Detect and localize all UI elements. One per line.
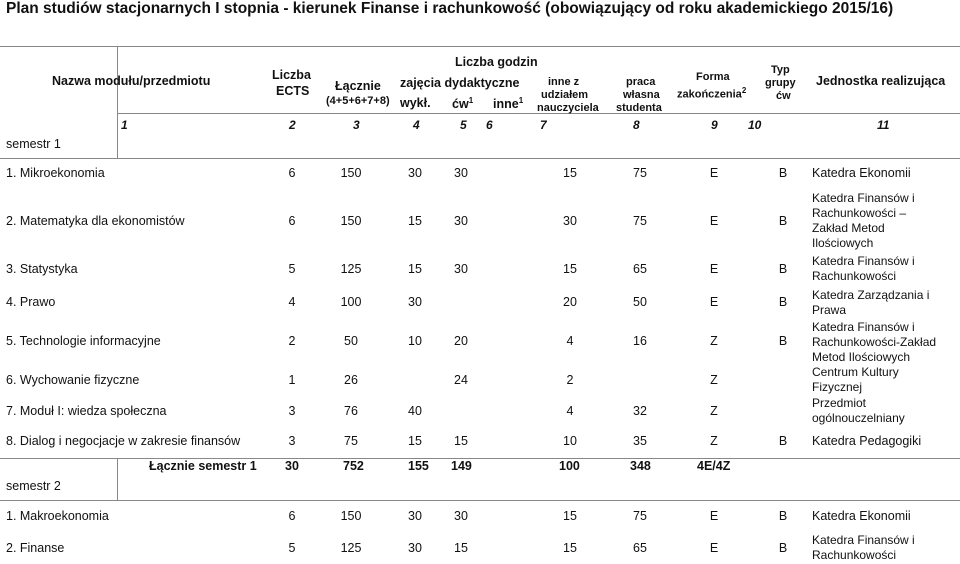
header-exercise: $ćw^1$ [452,96,474,112]
cell-total: 26 [344,373,358,387]
cell-unit: Katedra Ekonomii [812,509,911,523]
cell-form: E [709,166,719,180]
header-bottom-border [0,158,960,159]
cell-unit: Rachunkowości [812,548,897,562]
page-title: Plan studiów stacjonarnych I stopnia - kierunek Finanse i rachunkowość (obowiązujący od roku akademickiego 2015/16) [6,0,894,17]
cell-form: E [709,262,719,276]
sem1-total-ects: 30 [285,459,299,473]
cell-self: 75 [633,214,647,228]
column-number: 7 [540,118,547,132]
cell-group: B [778,509,788,523]
cell-total: 50 [344,334,358,348]
cell-ects: 6 [288,509,296,523]
cell-unit: ogólnouczelniany [812,411,905,425]
cell-lect: 30 [408,509,422,523]
cell-name: 3. Statystyka [6,262,78,276]
cell-unit: Rachunkowości-Zakład [812,335,937,349]
cell-exer: 30 [454,262,468,276]
cell-self: 65 [633,262,647,276]
sem1-total-hours: 752 [343,459,364,473]
cell-form: E [709,541,719,555]
cell-teacher: 15 [563,262,577,276]
cell-self: 32 [633,404,647,418]
cell-exer: 20 [454,334,468,348]
cell-exer: 30 [454,509,468,523]
cell-unit: Zakład Metod [812,221,885,235]
cell-form: Z [710,373,718,387]
cell-unit: Katedra Finansów i [812,320,915,334]
cell-group: B [778,262,788,276]
first-col-border [117,46,118,158]
cell-ects: 5 [288,262,296,276]
cell-self: 16 [633,334,647,348]
semester1-bottom-border [0,458,960,459]
header-group-1: Typ [771,64,790,76]
cell-ects: 4 [288,295,296,309]
cell-form: Z [710,334,718,348]
cell-teacher: 4 [566,334,574,348]
cell-name: 5. Technologie informacyjne [6,334,161,348]
sem1-total-exer: 149 [451,459,472,473]
cell-total: 125 [340,541,362,555]
sem1-total-form: 4E/4Z [697,459,731,473]
cell-form: E [709,295,719,309]
cell-unit: Katedra Pedagogiki [812,434,922,448]
column-number: 8 [633,118,640,132]
column-number: 2 [289,118,296,132]
cell-exer: 15 [454,541,468,555]
cell-self: 35 [633,434,647,448]
header-other: inne$^1$ [493,96,524,112]
cell-lect: 15 [408,214,422,228]
cell-form: Z [710,434,718,448]
cell-ects: 2 [288,334,296,348]
cell-self: 75 [633,166,647,180]
cell-name: 2. Matematyka dla ekonomistów [6,214,185,228]
header-teacher-3: nauczyciela [537,102,599,114]
header-teacher-2: udziałem [541,89,589,101]
cell-unit: Ilościowych [812,236,874,250]
header-total-1: Łącznie [335,79,381,93]
cell-self: 65 [633,541,647,555]
cell-group: B [778,334,788,348]
header-ects-1: Liczba [272,68,311,82]
column-number: 10 [748,118,762,132]
cell-total: 76 [344,404,358,418]
header-unit: Jednostka realizująca [816,74,946,88]
header-teacher-1: inne z [548,76,580,88]
header-lecture: wykł. [400,96,431,110]
column-number: 1 [121,118,128,132]
cell-unit: Prawa [812,303,847,317]
sem1-total-lect: 155 [408,459,429,473]
cell-exer: 30 [454,166,468,180]
cell-ects: 3 [288,434,296,448]
cell-unit: Fizycznej [812,380,863,394]
cell-unit: Rachunkowości [812,269,897,283]
cell-lect: 15 [408,262,422,276]
header-form-2: zakończenia$^2$ [677,86,747,101]
cell-teacher: 15 [563,166,577,180]
cell-unit: Katedra Zarządzania i [812,288,930,302]
cell-group: B [778,541,788,555]
cell-teacher: 15 [563,541,577,555]
header-self-2: własna [623,89,660,101]
column-number: 5 [460,118,467,132]
header-top-border [0,46,960,47]
cell-unit: Metod Ilościowych [812,350,911,364]
cell-teacher: 30 [563,214,577,228]
cell-ects: 1 [288,373,296,387]
cell-lect: 15 [408,434,422,448]
cell-total: 125 [340,262,362,276]
cell-ects: 6 [288,166,296,180]
header-classes: zajęcia dydaktyczne [400,76,520,90]
cell-unit: Katedra Finansów i [812,254,915,268]
column-number: 11 [877,118,890,132]
sem1-total-self: 348 [630,459,651,473]
sem1-total-teacher: 100 [559,459,580,473]
cell-exer: 15 [454,434,468,448]
cell-lect: 30 [408,541,422,555]
cell-unit: Rachunkowości – [812,206,907,220]
cell-self: 50 [633,295,647,309]
cell-group: B [778,166,788,180]
semester2-label: semestr 2 [6,479,61,493]
cell-unit: Katedra Finansów i [812,533,915,547]
cell-total: 75 [344,434,358,448]
column-number: 6 [486,118,493,132]
cell-name: 1. Mikroekonomia [6,166,105,180]
header-self-3: studenta [616,102,662,114]
cell-total: 100 [340,295,362,309]
cell-name: 6. Wychowanie fizyczne [6,373,140,387]
cell-form: Z [710,404,718,418]
column-number: 4 [413,118,420,132]
cell-form: E [709,214,719,228]
cell-name: 8. Dialog i negocjacje w zakresie finansów [6,434,241,448]
cell-group: B [778,434,788,448]
cell-unit: Katedra Ekonomii [812,166,911,180]
header-module: Nazwa modułu/przedmiotu [52,74,211,88]
sem1-total-label: Łącznie semestr 1 [149,459,257,473]
cell-group: B [778,295,788,309]
cell-unit: Centrum Kultury [812,365,899,379]
header-form-1: Forma [696,71,730,83]
cell-name: 1. Makroekonomia [6,509,109,523]
header-self-1: praca [626,76,656,88]
cell-lect: 30 [408,295,422,309]
cell-ects: 6 [288,214,296,228]
column-number: 9 [711,118,718,132]
cell-total: 150 [340,509,362,523]
semester2-bottom-border [0,500,960,501]
cell-exer: 24 [454,373,468,387]
cell-teacher: 2 [566,373,574,387]
cell-unit: Katedra Finansów i [812,191,915,205]
header-ects-2: ECTS [276,84,310,98]
cell-unit: Przedmiot [812,396,867,410]
cell-exer: 30 [454,214,468,228]
header-hours: Liczba godzin [455,55,538,69]
semester1-label: semestr 1 [6,137,61,151]
column-number: 3 [353,118,360,132]
cell-form: E [709,509,719,523]
cell-teacher: 20 [563,295,577,309]
cell-teacher: 4 [566,404,574,418]
cell-total: 150 [340,166,362,180]
cell-teacher: 10 [563,434,577,448]
cell-lect: 10 [408,334,422,348]
cell-lect: 40 [408,404,422,418]
cell-self: 75 [633,509,647,523]
cell-teacher: 15 [563,509,577,523]
cell-group: B [778,214,788,228]
cell-name: 2. Finanse [6,541,65,555]
cell-total: 150 [340,214,362,228]
header-total-2: (4+5+6+7+8) [326,95,390,107]
cell-name: 4. Prawo [6,295,56,309]
header-group-2: grupy [765,77,796,89]
cell-ects: 5 [288,541,296,555]
cell-ects: 3 [288,404,296,418]
header-group-3: ćw [776,90,791,102]
first-col-border-sem2 [117,458,118,500]
cell-lect: 30 [408,166,422,180]
cell-name: 7. Moduł I: wiedza społeczna [6,404,167,418]
